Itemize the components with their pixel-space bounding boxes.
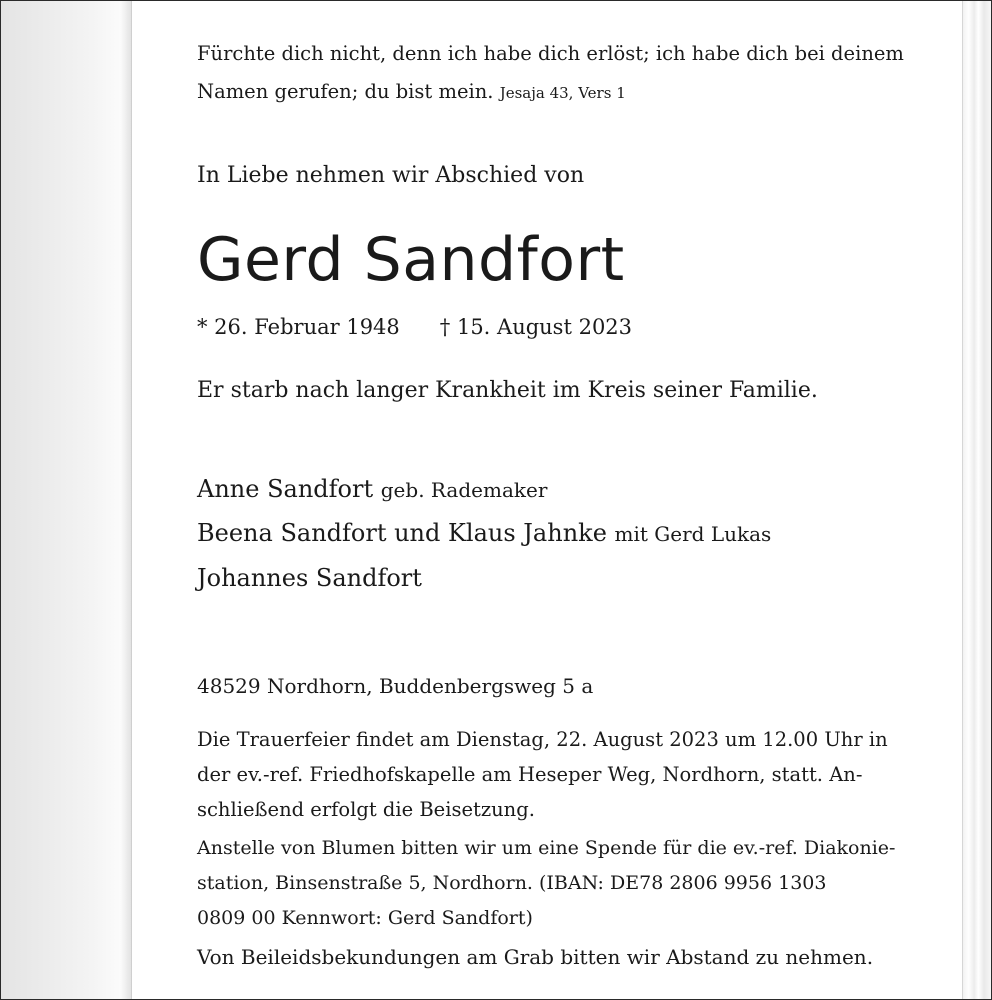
verse-reference: Jesaja 43, Vers 1 — [499, 84, 626, 102]
birth-date: * 26. Februar 1948 — [197, 315, 400, 339]
verse-line-1: Fürchte dich nicht, denn ich habe dich erlöst; ich habe dich bei deinem — [197, 42, 904, 65]
life-dates — [197, 315, 632, 339]
family-address: 48529 Nordhorn, Buddenbergsweg 5 a — [197, 674, 594, 698]
verse-line-2: Namen gerufen; du bist mein. Jesaja 43, Vers 1 — [197, 80, 626, 103]
donation-line: station, Binsenstraße 5, Nordhorn. (IBAN: DE78 2806 9956 1303 — [197, 872, 827, 894]
mourner-3 — [197, 564, 422, 592]
mourner-name: Johannes Sandfort — [197, 564, 422, 592]
mourner-note: mit Gerd Lukas — [614, 522, 772, 546]
page-edge — [962, 1, 991, 999]
funeral-line: der ev.-ref. Friedhofskapelle am Heseper Weg, Nordhorn, statt. An- — [197, 763, 863, 786]
mourner-1 — [197, 475, 547, 503]
mourner-name: Beena Sandfort und Klaus Jahnke — [197, 519, 607, 547]
mourner-name: Anne Sandfort — [197, 475, 374, 503]
donation-line: 0809 00 Kennwort: Gerd Sandfort) — [197, 907, 533, 929]
deceased-name: Gerd Sandfort — [197, 225, 625, 295]
mourner-note: geb. Rademaker — [380, 478, 548, 502]
page-fold-shadow — [1, 1, 132, 999]
donation-line: Anstelle von Blumen bitten wir um eine Spende für die ev.-ref. Diakonie- — [197, 837, 896, 859]
bible-verse — [197, 35, 904, 112]
donation-info — [197, 831, 895, 936]
funeral-line: Die Trauerfeier findet am Dienstag, 22. August 2023 um 12.00 Uhr in — [197, 728, 888, 751]
death-date: † 15. August 2023 — [439, 315, 633, 339]
funeral-info — [197, 722, 888, 827]
mourner-2 — [197, 519, 771, 547]
funeral-line: schließend erfolgt die Beisetzung. — [197, 798, 535, 821]
intro-text: In Liebe nehmen wir Abschied von — [197, 163, 585, 188]
closing-note: Von Beileidsbekundungen am Grab bitten wir Abstand zu nehmen. — [197, 945, 874, 969]
death-sentence: Er starb nach langer Krankheit im Kreis seiner Familie. — [197, 378, 818, 403]
